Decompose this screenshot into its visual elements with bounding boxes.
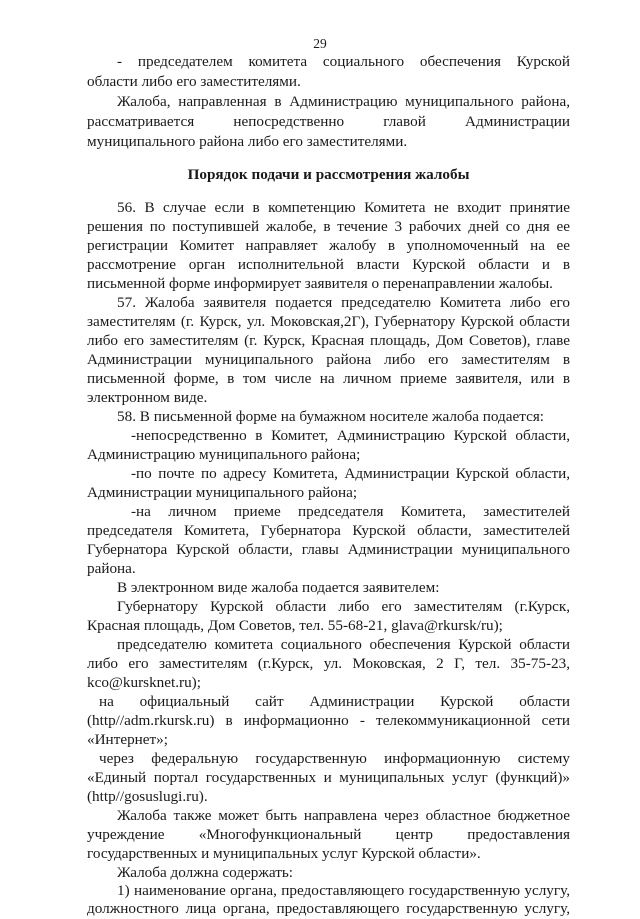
paragraph-57-line: письменной форме, в том числе на личном приеме заявителя, или в [87,370,570,387]
content-item-line: 1) наименование органа, предоставляющего государственную услугу, [117,882,570,899]
electronic-item-line: через федеральную государственную информационную систему [99,750,570,767]
electronic-item-line: Губернатору Курской области либо его заместителям (г.Курск, [117,598,570,615]
electronic-item-line: председателю комитета социального обеспечения Курской области [117,636,570,653]
electronic-intro-line: В электронном виде жалоба подается заявителем: [117,579,440,596]
mfc-line: учреждение «Многофункциональный центр предоставления [87,826,570,843]
list-item-line: председателя Комитета, Губернатора Курской области, заместителей [87,522,570,539]
text-line: - председателем комитета социального обеспечения Курской [117,53,570,70]
text-line: рассматривается непосредственно главой Администрации [87,113,570,130]
electronic-item-line: (http//gosuslugi.ru). [87,788,208,805]
section-heading: Порядок подачи и рассмотрения жалобы [187,166,470,183]
text-line: области либо его заместителями. [87,73,301,90]
paragraph-58-line: 58. В письменной форме на бумажном носителе жалоба подается: [117,408,545,425]
paragraph-56-line: рассмотрение орган исполнительной власти Курской области и в [87,256,570,273]
paragraph-57-line: 57. Жалоба заявителя подается председателю Комитета либо его [117,294,570,311]
electronic-item-line: Красная площадь, Дом Советов, тел. 55-68-21, glava@rkursk/ru); [87,617,503,634]
list-item-line: района. [87,560,136,577]
electronic-item-line: «Единый портал государственных и муниципальных услуг (функций)» [87,769,570,786]
list-item-line: -на личном приеме председателя Комитета, заместителей [131,503,570,520]
electronic-item-line: либо его заместителям (г.Курск, ул. Моковская, 2 Г, тел. 35-75-23, [87,655,570,672]
text-line: муниципального района либо его заместителями. [87,133,408,150]
electronic-item-line: «Интернет»; [87,731,168,748]
electronic-item-line: (http//adm.rkursk.ru) в информационно - телекоммуникационной сети [87,712,570,729]
paragraph-56-line: решения по поступившей жалобе, в течение 3 рабочих дней со дня ее [87,218,570,235]
paragraph-56-line: регистрации Комитет направляет жалобу в уполномоченный на ее [87,237,570,254]
paragraph-57-line: Администрации муниципального района либо его заместителям в [87,351,570,368]
content-intro-line: Жалоба должна содержать: [117,864,293,881]
list-item-line: Администрацию муниципального района; [87,446,361,463]
electronic-item-line: на официальный сайт Администрации Курской области [99,693,570,710]
paragraph-57-line: электронном виде. [87,389,208,406]
mfc-line: Жалоба также может быть направлена через областное бюджетное [117,807,570,824]
paragraph-57-line: либо его заместителям (г. Курск, Красная площадь, Дом Советов), главе [87,332,570,349]
content-item-line: должностного лица органа, предоставляющего государственную услугу, [87,900,570,917]
paragraph-56-line: 56. В случае если в компетенцию Комитета не входит принятие [117,199,570,216]
paragraph-56-line: письменной форме информирует заявителя о перенаправлении жалобы. [87,275,553,292]
list-item-line: -по почте по адресу Комитета, Администрации Курской области, [131,465,570,482]
mfc-line: государственных и муниципальных услуг Курской области». [87,845,481,862]
list-item-line: Администрации муниципального района; [87,484,358,501]
text-line: Жалоба, направленная в Администрацию муниципального района, [117,93,570,110]
list-item-line: -непосредственно в Комитет, Администрацию Курской области, [131,427,570,444]
page-number: 29 [313,36,327,51]
paragraph-57-line: заместителям (г. Курск, ул. Моковская,2Г), Губернатору Курской области [87,313,570,330]
electronic-item-line: kco@kursknet.ru); [87,674,201,691]
list-item-line: Губернатора Курской области, главы Администрации муниципального [87,541,570,558]
